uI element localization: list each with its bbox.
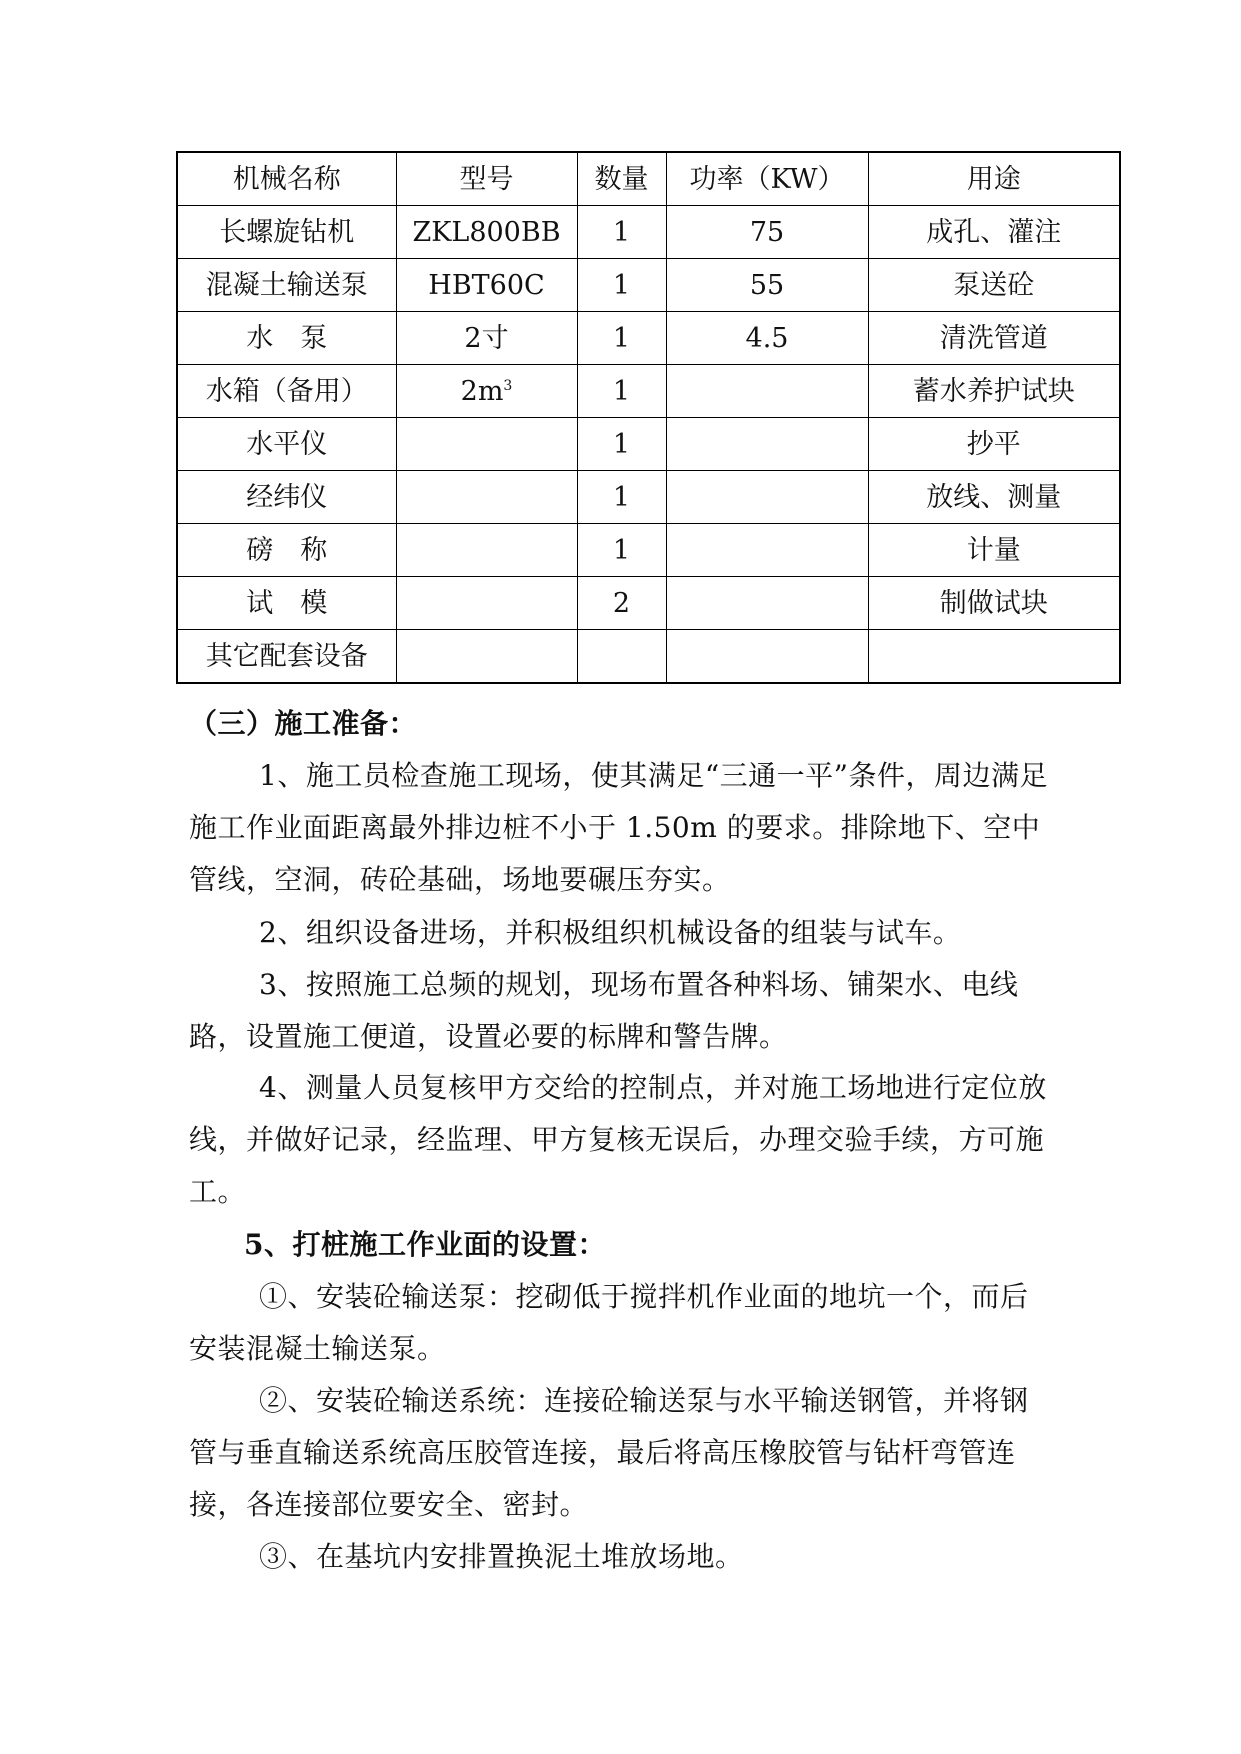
paragraph-2: 2、组织设备进场，并积极组织机械设备的组装与试车。 <box>259 916 962 949</box>
cell-name: 长螺旋钻机 <box>177 206 396 259</box>
step-3: ③、在基坑内安排置换泥土堆放场地。 <box>259 1540 744 1573</box>
cell-qty <box>577 630 666 684</box>
cell-name: 其它配套设备 <box>177 630 396 684</box>
cell-name: 试 模 <box>177 577 396 630</box>
cell-qty: 1 <box>577 206 666 259</box>
cell-name: 水平仪 <box>177 418 396 471</box>
cell-use: 蓄水养护试块 <box>868 365 1120 418</box>
paragraph-1: 1、施工员检查施工现场，使其满足“三通一平”条件，周边满足施工作业面距离最外排边桩不小于 1.50m 的要求。排除地下、空中管线，空洞，砖砼基础，场地要碾压夯实。 <box>189 759 1048 896</box>
table-row <box>177 312 1120 365</box>
header-model: 型号 <box>396 152 577 206</box>
cell-power: 4.5 <box>666 312 868 365</box>
model-base: 2m <box>460 375 504 407</box>
step-1: ①、安装砼输送泵：挖砌低于搅拌机作业面的地坑一个，而后安装混凝土输送泵。 <box>189 1280 1029 1365</box>
cell-model <box>396 524 577 577</box>
cell-model: ZKL800BB <box>396 206 577 259</box>
cell-power <box>666 630 868 684</box>
cell-use: 抄平 <box>868 418 1120 471</box>
table-row <box>177 259 1120 312</box>
header-name: 机械名称 <box>177 152 396 206</box>
cell-power <box>666 577 868 630</box>
cell-power <box>666 471 868 524</box>
cell-use: 泵送砼 <box>868 259 1120 312</box>
cell-use: 清洗管道 <box>868 312 1120 365</box>
cell-qty: 1 <box>577 259 666 312</box>
cell-model <box>396 471 577 524</box>
header-qty: 数量 <box>577 152 666 206</box>
cell-use <box>868 630 1120 684</box>
step-2: ②、安装砼输送系统：连接砼输送泵与水平输送钢管，并将钢管与垂直输送系统高压胶管连接，最后将高压橡胶管与钻杆弯管连接，各连接部位要安全、密封。 <box>189 1384 1029 1521</box>
table-row <box>177 630 1120 684</box>
cell-name: 经纬仪 <box>177 471 396 524</box>
cell-qty: 1 <box>577 524 666 577</box>
cell-power <box>666 365 868 418</box>
cell-power: 55 <box>666 259 868 312</box>
cell-model <box>396 630 577 684</box>
section-heading: （三）施工准备： <box>189 707 418 740</box>
header-power: 功率（KW） <box>666 152 868 206</box>
table-row <box>177 418 1120 471</box>
table-row <box>177 577 1120 630</box>
table-row <box>177 524 1120 577</box>
cell-qty: 1 <box>577 365 666 418</box>
cell-qty: 1 <box>577 418 666 471</box>
header-use: 用途 <box>868 152 1120 206</box>
cell-qty: 1 <box>577 312 666 365</box>
cell-power: 75 <box>666 206 868 259</box>
cell-model: HBT60C <box>396 259 577 312</box>
cell-qty: 2 <box>577 577 666 630</box>
paragraph-3: 3、按照施工总频的规划，现场布置各种料场、铺架水、电线路，设置施工便道，设置必要的标牌和警告牌。 <box>189 968 1019 1053</box>
cell-model <box>396 365 577 418</box>
cell-model: 2寸 <box>396 312 577 365</box>
cell-power <box>666 524 868 577</box>
paragraph-4: 4、测量人员复核甲方交给的控制点，并对施工场地进行定位放线，并做好记录，经监理、甲方复核无误后，办理交验手续，方可施工。 <box>189 1071 1047 1208</box>
cell-name: 磅 称 <box>177 524 396 577</box>
sub-heading: 5、打桩施工作业面的设置： <box>244 1228 606 1261</box>
cell-name: 混凝土输送泵 <box>177 259 396 312</box>
table-row <box>177 206 1120 259</box>
table-row <box>177 365 1120 418</box>
cell-qty: 1 <box>577 471 666 524</box>
cell-use: 制做试块 <box>868 577 1120 630</box>
table-row <box>177 471 1120 524</box>
cell-use: 计量 <box>868 524 1120 577</box>
cell-use: 成孔、灌注 <box>868 206 1120 259</box>
model-superscript: 3 <box>503 377 513 394</box>
table-header-row <box>177 152 1120 206</box>
cell-use: 放线、测量 <box>868 471 1120 524</box>
equipment-table <box>176 151 1121 684</box>
cell-name: 水箱（备用） <box>177 365 396 418</box>
cell-name: 水 泵 <box>177 312 396 365</box>
cell-model <box>396 418 577 471</box>
cell-power <box>666 418 868 471</box>
cell-model <box>396 577 577 630</box>
